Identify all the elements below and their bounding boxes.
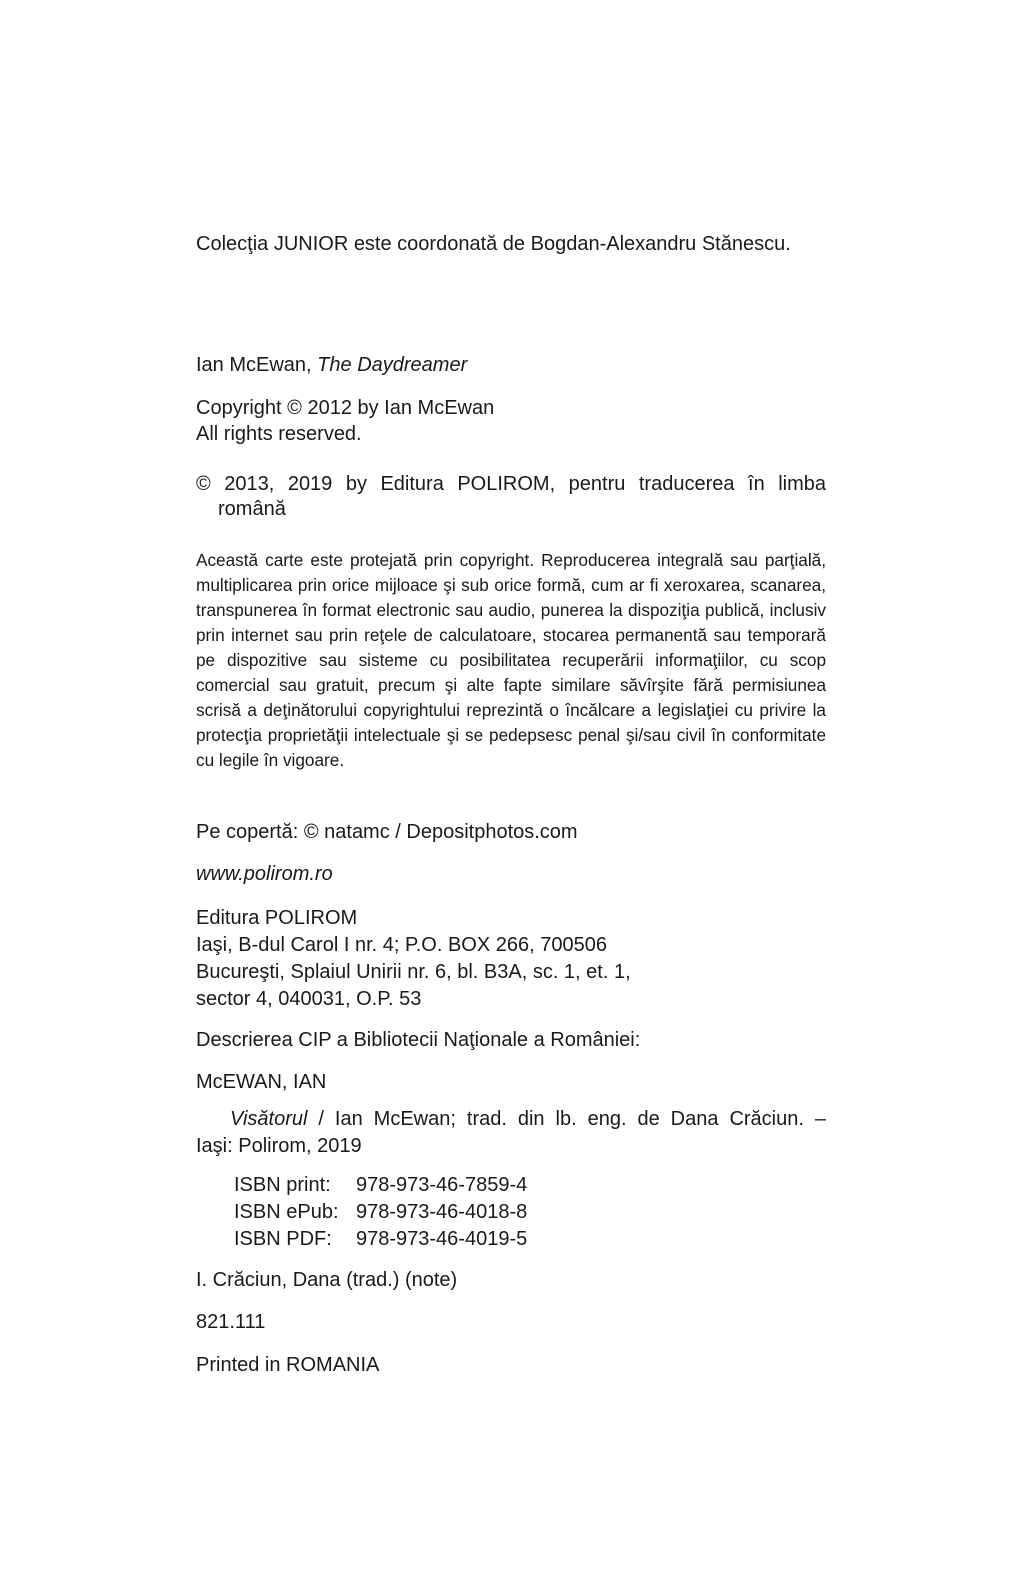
original-title: The Daydreamer: [317, 354, 468, 376]
cip-author: McEWAN, IAN: [196, 1071, 327, 1093]
series-note: Colecţia JUNIOR este coordonată de Bogdan-Alexandru Stănescu.: [196, 233, 791, 255]
publisher-name: Editura POLIROM: [196, 907, 358, 929]
legal-notice: Această carte este protejată prin copyright. Reproducerea integrală sau parţială, multiplicarea prin orice mijloace şi sub orice formă, cum ar fi xeroxarea, scanarea, transpunerea în format electronic sau audio, punerea la dispoziţia publică, inclusiv prin internet sau prin reţele de calculatoare, stocarea permanentă sau temporară pe dispozitive sau sisteme cu posibilitatea recuperării informaţiilor, cu scop comercial sau gratuit, precum şi alte fapte similare săvîrşite fără permisiunea scrisă a deţinătorului copyrightului reprezintă o încălcare a legislaţiei cu privire la protecţia proprietăţii intelectuale şi se pedepsesc penal şi/sau civil în conformitate cu legile în vigoare.: [196, 550, 826, 770]
cover-credit: Pe copertă: © natamc / Depositphotos.com: [196, 821, 578, 843]
isbn-label: ISBN PDF:: [234, 1228, 332, 1250]
isbn-label: ISBN ePub:: [234, 1201, 339, 1223]
isbn-row: [234, 1226, 634, 1253]
translation-copyright-line1: © 2013, 2019 by Editura POLIROM, pentru traducerea în limba: [196, 473, 826, 495]
isbn-row: [234, 1199, 634, 1226]
cip-title: Visătorul: [230, 1108, 308, 1130]
publisher-website: www.polirom.ro: [196, 863, 333, 885]
udc-code: 821.111: [196, 1311, 266, 1333]
address-sector: sector 4, 040031, O.P. 53: [196, 988, 422, 1010]
isbn-list: [234, 1172, 634, 1253]
address-bucuresti: Bucureşti, Splaiul Unirii nr. 6, bl. B3A, sc. 1, et. 1,: [196, 961, 631, 983]
original-title-line: [196, 353, 826, 377]
isbn-value: 978-973-46-4019-5: [356, 1228, 528, 1250]
isbn-value: 978-973-46-7859-4: [356, 1174, 528, 1196]
cip-imprint: Iaşi: Polirom, 2019: [196, 1135, 362, 1157]
cip-description: [196, 1106, 826, 1160]
address-iasi: Iaşi, B-dul Carol I nr. 4; P.O. BOX 266, 700506: [196, 934, 607, 956]
rights-reserved: All rights reserved.: [196, 423, 362, 445]
original-copyright: Copyright © 2012 by Ian McEwan: [196, 397, 495, 419]
cip-description-line1: [196, 1106, 826, 1133]
translation-copyright-line2: română: [218, 498, 286, 520]
publisher-address-block: [196, 905, 826, 1013]
original-author: Ian McEwan,: [196, 354, 318, 376]
printed-in: Printed in ROMANIA: [196, 1354, 380, 1376]
isbn-row: [234, 1172, 634, 1199]
translator-note: I. Crăciun, Dana (trad.) (note): [196, 1269, 458, 1291]
cip-description-rest: / Ian McEwan; trad. din lb. eng. de Dana Crăciun. –: [307, 1108, 826, 1130]
cip-heading: Descrierea CIP a Bibliotecii Naţionale a României:: [196, 1029, 641, 1051]
isbn-label: ISBN print:: [234, 1174, 331, 1196]
copyright-page: [196, 0, 826, 1575]
isbn-value: 978-973-46-4018-8: [356, 1201, 528, 1223]
